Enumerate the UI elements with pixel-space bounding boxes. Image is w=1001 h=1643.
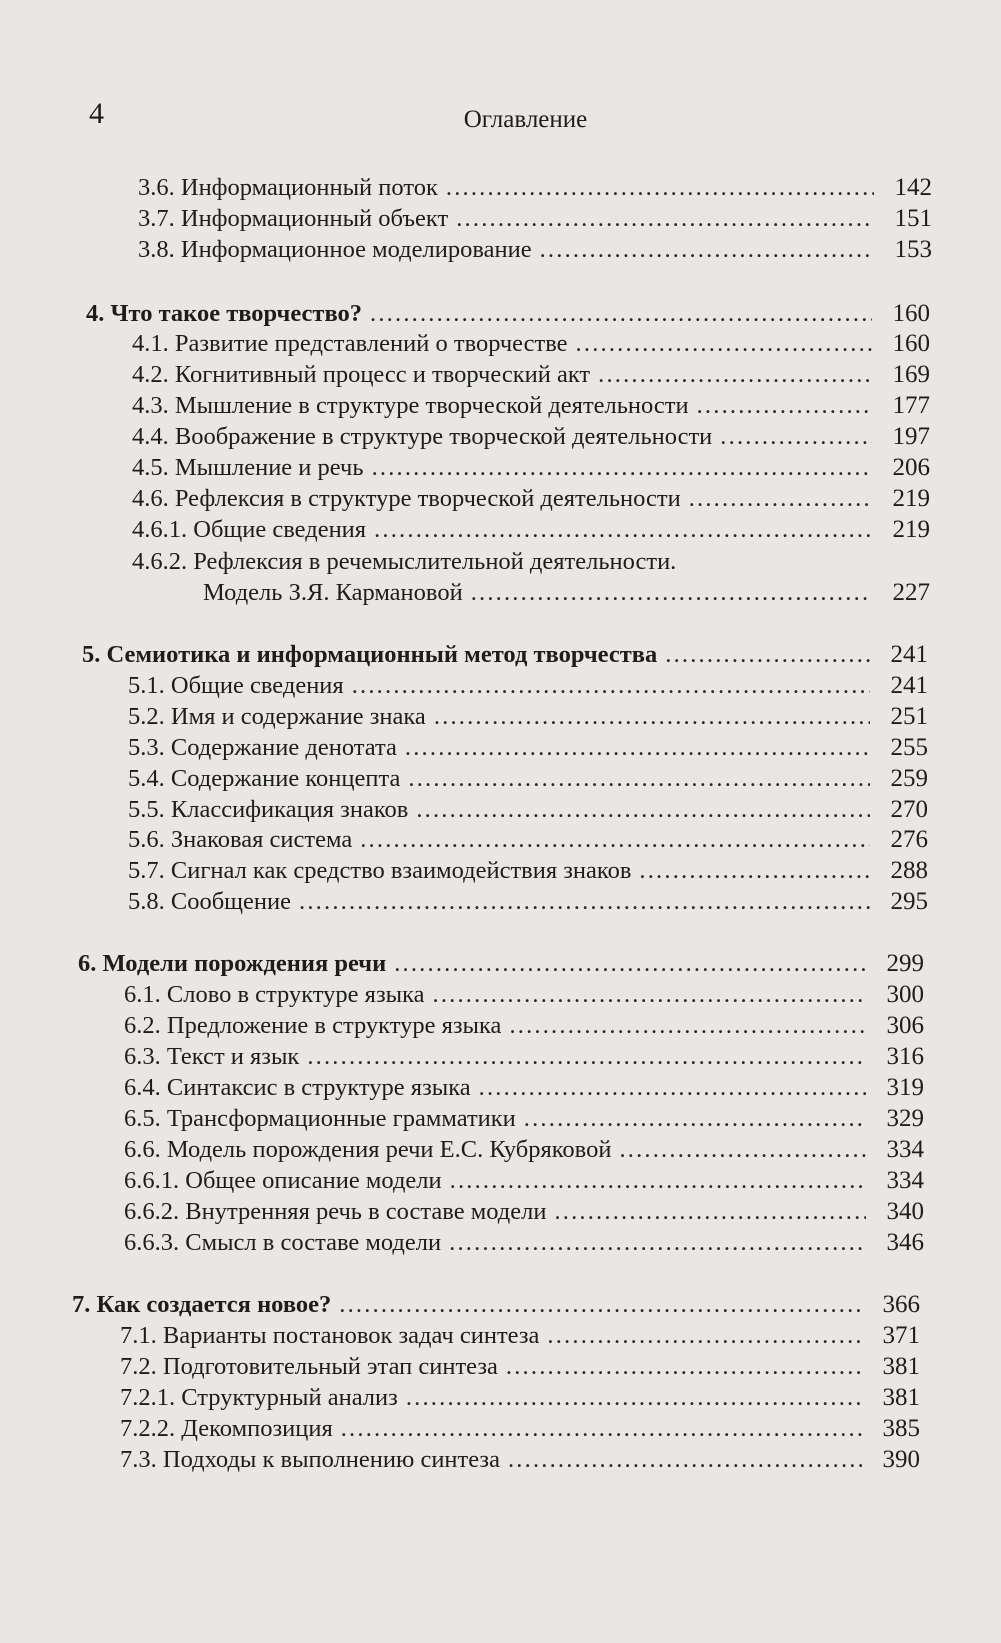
toc-entry-page: 219: [892, 516, 930, 543]
toc-entry-page: 206: [892, 454, 930, 481]
toc-entry: [128, 855, 928, 887]
toc-chapter-entry: [72, 1289, 920, 1321]
running-title: Оглавление: [463, 106, 588, 133]
toc-entry: [132, 328, 930, 360]
toc-entry-page: 371: [882, 1322, 920, 1349]
toc-entry-title: Модель З.Я. Кармановой: [203, 579, 463, 606]
toc-entry: [124, 979, 924, 1011]
toc-entry-page: 219: [892, 485, 930, 512]
dot-leader: [554, 1196, 866, 1228]
toc-entry-title: 4.3. Мышление в структуре творческой деятельности: [132, 392, 689, 419]
toc-entry-title: 4.5. Мышление и речь: [132, 454, 364, 481]
toc-entry-title: 4.4. Воображение в структуре творческой деятельности: [132, 423, 713, 450]
toc-entry-page: 381: [882, 1384, 920, 1411]
toc-entry-title: 4.6.2. Рефлексия в речемыслительной деятельности.: [132, 548, 677, 575]
toc-entry-page: 197: [892, 423, 930, 450]
dot-leader: [450, 1165, 866, 1197]
dot-leader: [433, 979, 867, 1011]
toc-entry: [138, 172, 932, 204]
toc-entry: [132, 546, 930, 578]
toc-entry: [128, 670, 928, 702]
dot-leader: [508, 1444, 862, 1476]
dot-leader: [360, 824, 870, 856]
dot-leader: [639, 855, 870, 887]
dot-leader: [598, 359, 872, 391]
dot-leader: [547, 1320, 862, 1352]
toc-entry-page: 241: [890, 672, 928, 699]
toc-entry-title: 6.3. Текст и язык: [124, 1043, 300, 1070]
dot-leader: [665, 639, 870, 671]
toc-entry-page: 153: [894, 236, 932, 263]
toc-entry-title: 7.2.1. Структурный анализ: [120, 1384, 398, 1411]
toc-entry: [124, 1227, 924, 1259]
toc-entry-title: 7. Как создается новое?: [72, 1291, 332, 1318]
toc-entry-page: 270: [890, 796, 928, 823]
dot-leader: [341, 1413, 862, 1445]
dot-leader: [339, 1289, 862, 1321]
toc-entry-title: 5.3. Содержание денотата: [128, 734, 397, 761]
dot-leader: [697, 390, 872, 422]
toc-entry-title: 3.6. Информационный поток: [138, 174, 438, 201]
toc-chapter-entry: [82, 639, 928, 671]
toc-entry: [124, 1196, 924, 1228]
toc-entry: [124, 1103, 924, 1135]
toc-entry-page: 255: [890, 734, 928, 761]
toc-entry-page: 251: [890, 703, 928, 730]
dot-leader: [449, 1227, 866, 1259]
dot-leader: [408, 763, 870, 795]
toc-entry-page: 300: [886, 981, 924, 1008]
toc-entry: [120, 1351, 920, 1383]
toc-entry-page: 334: [886, 1136, 924, 1163]
dot-leader: [352, 670, 870, 702]
toc-entry-title: 6.1. Слово в структуре языка: [124, 981, 425, 1008]
dot-leader: [394, 948, 866, 980]
toc-entry-page: 329: [886, 1105, 924, 1132]
toc-entry: [124, 1134, 924, 1166]
toc-entry-title: 6.6. Модель порождения речи Е.С. Кубряковой: [124, 1136, 612, 1163]
toc-entry: [132, 483, 930, 515]
dot-leader: [540, 234, 874, 266]
toc-entry-title: 6.4. Синтаксис в структуре языка: [124, 1074, 471, 1101]
toc-entry-title: 3.8. Информационное моделирование: [138, 236, 532, 263]
dot-leader: [509, 1010, 866, 1042]
toc-entry-page: 295: [890, 888, 928, 915]
dot-leader: [619, 1134, 866, 1166]
toc-entry: [138, 203, 932, 235]
toc-entry: [138, 234, 932, 266]
toc-entry-title: 6.6.1. Общее описание модели: [124, 1167, 442, 1194]
toc-entry-page: 299: [886, 950, 924, 977]
toc-entry-page: 316: [886, 1043, 924, 1070]
toc-entry: [124, 1072, 924, 1104]
toc-entry-page: 340: [886, 1198, 924, 1225]
dot-leader: [370, 298, 872, 330]
dot-leader: [374, 514, 872, 546]
dot-leader: [405, 732, 870, 764]
dot-leader: [576, 328, 872, 360]
toc-entry: [124, 1165, 924, 1197]
toc-entry-title: 5.7. Сигнал как средство взаимодействия знаков: [128, 857, 632, 884]
toc-entry-title: 4.2. Когнитивный процесс и творческий акт: [132, 361, 591, 388]
toc-entry-page: 306: [886, 1012, 924, 1039]
toc-entry: [132, 452, 930, 484]
dot-leader: [416, 794, 870, 826]
toc-entry: [128, 701, 928, 733]
toc-entry-page: 177: [892, 392, 930, 419]
dot-leader: [456, 203, 874, 235]
dot-leader: [524, 1103, 866, 1135]
toc-entry-title: 4.6. Рефлексия в структуре творческой деятельности: [132, 485, 681, 512]
toc-entry: [128, 794, 928, 826]
toc-entry-title: 6.6.3. Смысл в составе модели: [124, 1229, 442, 1256]
toc-entry-title: 4.1. Развитие представлений о творчестве: [132, 330, 568, 357]
toc-entry-page: 241: [890, 641, 928, 668]
toc-entry-title: 3.7. Информационный объект: [138, 205, 449, 232]
toc-entry-title: 5. Семиотика и информационный метод творчества: [82, 641, 658, 668]
toc-entry: [120, 1320, 920, 1352]
toc-entry: [128, 824, 928, 856]
toc-entry-title: 7.3. Подходы к выполнению синтеза: [120, 1446, 500, 1473]
dot-leader: [720, 421, 872, 453]
toc-entry-page: 259: [890, 765, 928, 792]
toc-entry: [128, 732, 928, 764]
toc-entry-title: 5.4. Содержание концепта: [128, 765, 401, 792]
toc-entry-title: 6.6.2. Внутренняя речь в составе модели: [124, 1198, 547, 1225]
toc-entry: [132, 390, 930, 422]
toc-entry-page: 227: [892, 579, 930, 606]
toc-entry-title: 4.6.1. Общие сведения: [132, 516, 367, 543]
toc-entry-page: 385: [882, 1415, 920, 1442]
dot-leader: [471, 577, 872, 609]
toc-entry: [203, 577, 930, 609]
dot-leader: [479, 1072, 866, 1104]
page-number: 4: [89, 97, 104, 130]
dot-leader: [299, 886, 870, 918]
toc-entry-title: 7.2.2. Декомпозиция: [120, 1415, 333, 1442]
toc-entry-page: 381: [882, 1353, 920, 1380]
toc-entry-title: 5.8. Сообщение: [128, 888, 292, 915]
toc-entry-title: 6. Модели порождения речи: [78, 950, 387, 977]
toc-entry-page: 160: [892, 330, 930, 357]
toc-entry-title: 6.2. Предложение в структуре языка: [124, 1012, 502, 1039]
toc-entry-page: 366: [882, 1291, 920, 1318]
dot-leader: [307, 1041, 866, 1073]
toc-entry-title: 6.5. Трансформационные грамматики: [124, 1105, 516, 1132]
toc-entry-title: 5.2. Имя и содержание знака: [128, 703, 426, 730]
toc-entry: [132, 421, 930, 453]
toc-entry: [128, 763, 928, 795]
toc-entry-title: 7.1. Варианты постановок задач синтеза: [120, 1322, 540, 1349]
toc-entry: [120, 1413, 920, 1445]
toc-entry-title: 4. Что такое творчество?: [86, 300, 363, 327]
dot-leader: [372, 452, 872, 484]
toc-entry: [124, 1010, 924, 1042]
toc-entry-page: 169: [892, 361, 930, 388]
toc-chapter-entry: [86, 298, 930, 330]
toc-entry: [124, 1041, 924, 1073]
toc-entry-page: 390: [882, 1446, 920, 1473]
toc-entry-page: 276: [890, 826, 928, 853]
toc-entry-title: 5.6. Знаковая система: [128, 826, 353, 853]
toc-entry: [128, 886, 928, 918]
toc-entry: [120, 1444, 920, 1476]
toc-entry-page: 288: [890, 857, 928, 884]
dot-leader: [506, 1351, 862, 1383]
dot-leader: [406, 1382, 862, 1414]
toc-chapter-entry: [78, 948, 924, 980]
dot-leader: [689, 483, 872, 515]
toc-entry-page: 160: [892, 300, 930, 327]
toc-entry-page: 142: [894, 174, 932, 201]
toc-entry: [120, 1382, 920, 1414]
toc-entry-title: 7.2. Подготовительный этап синтеза: [120, 1353, 498, 1380]
toc-entry-page: 346: [886, 1229, 924, 1256]
toc-entry-page: 334: [886, 1167, 924, 1194]
toc-entry-page: 151: [894, 205, 932, 232]
dot-leader: [434, 701, 870, 733]
toc-entry-title: 5.1. Общие сведения: [128, 672, 344, 699]
dot-leader: [446, 172, 874, 204]
toc-entry: [132, 359, 930, 391]
toc-entry-title: 5.5. Классификация знаков: [128, 796, 409, 823]
toc-entry-page: 319: [886, 1074, 924, 1101]
toc-entry: [132, 514, 930, 546]
